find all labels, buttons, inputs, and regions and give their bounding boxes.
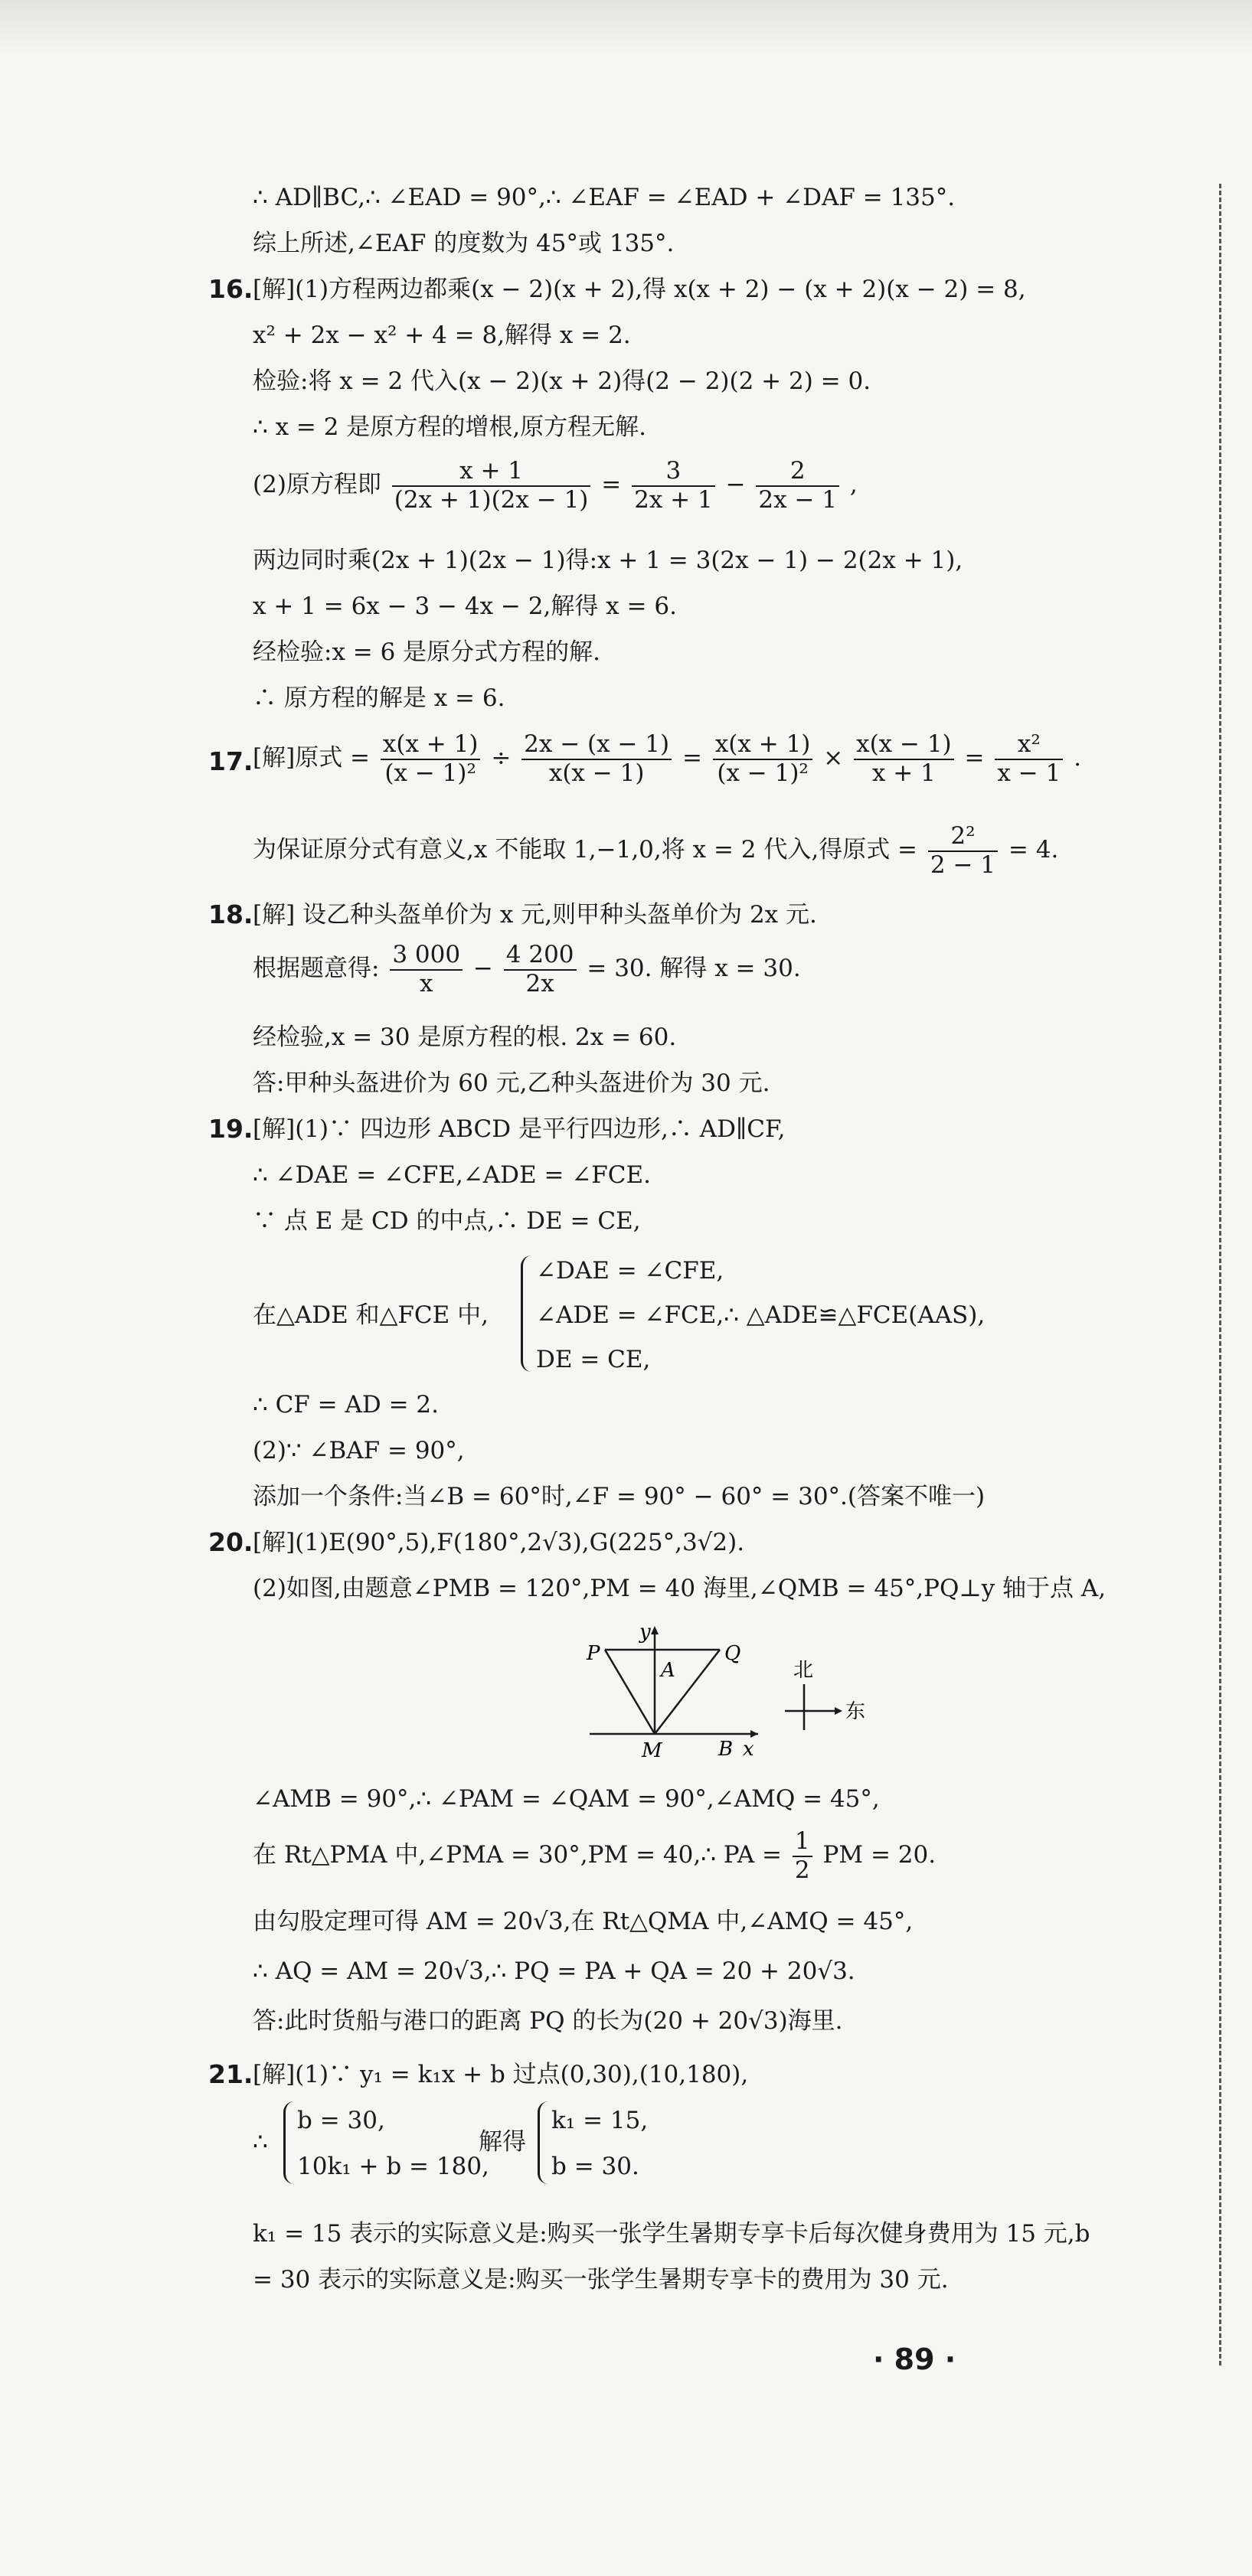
question-number: 20. — [208, 1527, 253, 1557]
fraction — [521, 731, 672, 787]
numerator: x(x + 1) — [713, 731, 813, 760]
operator: = — [964, 744, 985, 772]
numerator: 1 — [793, 1828, 812, 1857]
denominator: x + 1 — [871, 759, 936, 787]
numerator: x(x − 1) — [854, 731, 954, 760]
numerator: 3 — [632, 458, 715, 487]
label-b: B — [718, 1738, 734, 1761]
system-line: ∠ADE = ∠FCE,∴ △ADE≌△FCE(AAS), — [536, 1301, 986, 1329]
label-q: Q — [724, 1642, 741, 1665]
text-line: 答:此时货船与港口的距离 PQ 的长为(20 + 20√3)海里. — [253, 2007, 843, 2035]
fraction — [632, 458, 715, 514]
denominator: 2x − 1 — [758, 485, 838, 514]
numerator: x² — [995, 731, 1063, 760]
text-line: ∴ AQ = AM = 20√3,∴ PQ = PA + QA = 20 + 20√3. — [253, 1957, 855, 1985]
text: PM = 20. — [822, 1841, 937, 1869]
text-line: 在△ADE 和△FCE 中, — [253, 1301, 489, 1329]
text-line: ∴ 原方程的解是 x = 6. — [253, 684, 505, 712]
text: 为保证原分式有意义,x 不能取 1,−1,0,将 x = 2 代入,得原式 = — [253, 836, 918, 864]
system-line: b = 30, — [297, 2107, 385, 2134]
text: = 4. — [1008, 836, 1059, 864]
question-number: 17. — [208, 746, 253, 776]
label-x: x — [743, 1738, 754, 1761]
system-line: 10k₁ + b = 180, — [297, 2153, 489, 2180]
text-line: 解得 — [479, 2128, 526, 2156]
text: . — [1074, 744, 1081, 772]
denominator: (x − 1)² — [384, 759, 476, 787]
text-line: [解] 设乙种头盔单价为 x 元,则甲种头盔单价为 2x 元. — [253, 901, 817, 929]
text-line: [解](1)方程两边都乘(x − 2)(x + 2),得 x(x + 2) − (x + 2)(x − 2) = 8, — [253, 276, 1026, 303]
question-number: 19. — [208, 1114, 253, 1144]
system-line: DE = CE, — [536, 1346, 651, 1373]
text-line: ∴ AD∥BC,∴ ∠EAD = 90°,∴ ∠EAF = ∠EAD + ∠DAF = 135°. — [253, 184, 956, 211]
label-y: y — [639, 1621, 651, 1644]
geometry-figure — [582, 1615, 873, 1772]
text-line: 由勾股定理可得 AM = 20√3,在 Rt△QMA 中,∠AMQ = 45°, — [253, 1908, 914, 1935]
question-number: 18. — [208, 899, 253, 929]
text-line: = 30 表示的实际意义是:购买一张学生暑期专享卡的费用为 30 元. — [253, 2266, 949, 2294]
text-line: 经检验,x = 30 是原方程的根. 2x = 60. — [253, 1024, 677, 1051]
text-line: ∴ CF = AD = 2. — [253, 1391, 439, 1419]
label-north: 北 — [793, 1659, 814, 1682]
text-line: 答:甲种头盔进价为 60 元,乙种头盔进价为 30 元. — [253, 1069, 770, 1097]
text: , — [849, 471, 858, 499]
label-p: P — [587, 1642, 600, 1665]
equation-line — [253, 942, 801, 997]
numerator: 2² — [928, 823, 998, 852]
numerator: 2x − (x − 1) — [521, 731, 672, 760]
operator: − — [472, 955, 493, 983]
y-axis-arrow — [651, 1626, 659, 1634]
denominator: 2 — [794, 1856, 810, 1884]
fraction — [793, 1828, 812, 1884]
text-line: (2)∵ ∠BAF = 90°, — [253, 1437, 465, 1464]
denominator: (x − 1)² — [717, 759, 809, 787]
fraction — [381, 731, 481, 787]
segment-pm — [605, 1650, 655, 1734]
equation-line — [253, 731, 1081, 787]
text-line: 综上所述,∠EAF 的度数为 45°或 135°. — [253, 230, 675, 257]
label-east: 东 — [845, 1700, 866, 1723]
text: 在 Rt△PMA 中,∠PMA = 30°,PM = 40,∴ PA = — [253, 1841, 783, 1869]
operator: ÷ — [491, 744, 512, 772]
system-line: b = 30. — [551, 2153, 639, 2180]
denominator: (2x + 1)(2x − 1) — [394, 485, 589, 514]
denominator: x(x − 1) — [548, 759, 645, 787]
text: = 30. 解得 x = 30. — [587, 955, 801, 983]
text-line: ∵ 点 E 是 CD 的中点,∴ DE = CE, — [253, 1207, 641, 1235]
fraction — [390, 942, 463, 997]
text-line: [解](1)∵ y₁ = k₁x + b 过点(0,30),(10,180), — [253, 2061, 749, 2088]
text-line: ∠AMB = 90°,∴ ∠PAM = ∠QAM = 90°,∠AMQ = 45°, — [253, 1785, 880, 1813]
text-line: ∴ — [253, 2128, 268, 2156]
text-line: ∴ x = 2 是原方程的增根,原方程无解. — [253, 413, 647, 441]
text: (2)原方程即 — [253, 471, 381, 499]
text-line: 检验:将 x = 2 代入(x − 2)(x + 2)得(2 − 2)(2 + 2) = 0. — [253, 367, 871, 395]
label-m: M — [642, 1739, 662, 1762]
text-line: ∴ ∠DAE = ∠CFE,∠ADE = ∠FCE. — [253, 1161, 652, 1189]
text-line: (2)如图,由题意∠PMB = 120°,PM = 40 海里,∠QMB = 45°,PQ⊥y 轴于点 A, — [253, 1575, 1107, 1602]
numerator: x(x + 1) — [381, 731, 481, 760]
text-line: [解](1)E(90°,5),F(180°,2√3),G(225°,3√2). — [253, 1529, 745, 1556]
text-line: 经检验:x = 6 是原分式方程的解. — [253, 638, 601, 666]
operator: − — [725, 471, 746, 499]
fraction — [713, 731, 813, 787]
denominator: x — [419, 969, 433, 997]
numerator: x + 1 — [392, 458, 591, 487]
text-line: 两边同时乘(2x + 1)(2x − 1)得:x + 1 = 3(2x − 1) − 2(2x + 1), — [253, 547, 963, 574]
operator: = — [601, 471, 622, 499]
denominator: 2x — [525, 969, 554, 997]
text-line: 添加一个条件:当∠B = 60°时,∠F = 90° − 60° = 30°.(答案不唯一) — [253, 1483, 986, 1510]
equation-line — [253, 458, 858, 514]
fraction — [392, 458, 591, 514]
numerator: 4 200 — [504, 942, 577, 971]
denominator: x − 1 — [997, 759, 1061, 787]
text-line: k₁ = 15 表示的实际意义是:购买一张学生暑期专享卡后每次健身费用为 15 元,b — [253, 2220, 1090, 2248]
x-axis-arrow — [750, 1730, 758, 1738]
system-line: k₁ = 15, — [551, 2107, 649, 2134]
equation-line — [253, 1828, 936, 1884]
denominator: 2x + 1 — [634, 485, 713, 514]
operator: × — [823, 744, 844, 772]
system-line: ∠DAE = ∠CFE, — [536, 1257, 724, 1285]
fraction — [928, 823, 998, 879]
numerator: 3 000 — [390, 942, 463, 971]
question-number: 21. — [208, 2059, 253, 2089]
compass-arrow-icon — [835, 1707, 842, 1715]
text-line: x² + 2x − x² + 4 = 8,解得 x = 2. — [253, 322, 631, 349]
page-number: · 89 · — [873, 2343, 956, 2376]
numerator: 2 — [756, 458, 839, 487]
question-number: 16. — [208, 274, 253, 304]
fraction — [995, 731, 1063, 787]
operator: = — [682, 744, 702, 772]
text: [解]原式 = — [253, 744, 371, 772]
fraction — [756, 458, 839, 514]
fraction — [504, 942, 577, 997]
text-line: x + 1 = 6x − 3 − 4x − 2,解得 x = 6. — [253, 593, 677, 620]
denominator: 2 − 1 — [930, 851, 996, 879]
equation-line — [253, 823, 1058, 879]
fraction — [854, 731, 954, 787]
text: 根据题意得: — [253, 955, 380, 983]
text-line: [解](1)∵ 四边形 ABCD 是平行四边形,∴ AD∥CF, — [253, 1115, 786, 1143]
label-a: A — [661, 1659, 675, 1682]
